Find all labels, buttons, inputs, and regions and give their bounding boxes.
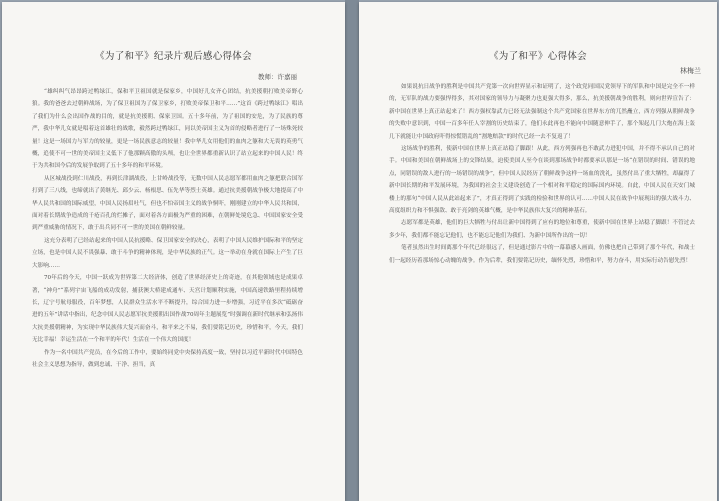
- right-paragraph-1: 如果说抗日战争的胜利是中国共产党第一次向世界显示和证明了，这个政党同国民党领导下的军队和中国是完全不一样的，无军队的战力要强悍得多，其对国家的领导力与凝聚力也更强大得多，那么，抗美援朝战争的胜利，则向世界宣告了：新中国在世界上真正站起来了！西方强权靠武力已经无法强制这个共产党国家在世界东方的兀然矗立，西方列强从朝鲜战争的失败中意识到，中国一百多年任人宰割的历史结束了，他们永此再也不能向中国随意伸手了，那个架起几门大炮在海上轰几下就能让中国政府吓得惊慌错乱的“割地赔款”的时代已经一去不复返了！: [389, 84, 695, 140]
- left-paragraph-2: 从区城战役到仁川战役，再到长津湖战役，上甘岭战役等，无数中国人民志愿军都用血肉之躯把联合国军打到了三八线，也缔就出了黄继光、邱少云、杨根思、伍先华等烈士英雄。通过抗美援朝战争极大地提高了中华人民共和国的国际威望，中国人民扬眉吐气，但也不怕帝国主义的战争恫吓，刚刚建立的中华人民共和国，面对着长期战争造成的千疮百孔的烂摊子，面对着各方面极为严重的困难，在朝鲜处境危急、中国国家安全受到严重威胁的情况下，敢于出兵同不可一世的美国在朝鲜较量。: [32, 175, 303, 232]
- sheet-gap: [345, 0, 359, 501]
- left-paragraph-5: 作为一名中国共产党员，在今后的工作中，要始终同党中央保持高度一致，坚持以习近平新时代中国特色社会主义思想为指导，做到忠诚、干净、担当，真: [32, 349, 303, 368]
- right-paper-sheet: [359, 2, 717, 501]
- right-paragraph-3: 志愿军都是英雄，他们的巨大牺牲与付出让新中国得到了应有的地位和尊重，使新中国在世界上站稳了脚跟！不管过去多少年，我们都不能忘记他们，也不能忘记他们为我们、为新中国所作出的一切！: [389, 220, 695, 239]
- right-paragraph-2: 这场战争的胜利，使新中国在世界上真正站稳了脚跟！从此，西方列强再也不敢武力进犯中国，并不得不承认自己的对手。中国和美国在朝鲜战场上的交锋结果，迫使美国人至今在谈到那场战争时都要承认那是一场“在错误的时间、错误的地点，同错误的敌人进行的一场错误的战争”，但中国人民经历了朝鲜战争这样一场血的洗礼，虽然付出了重大牺牲，却赢得了新中国长期的和平发展环境，为我国的社会主义建设创造了一个相对和平稳定的国际国内环境。自此，中国人民在天安门城楼上的那句“中国人民从此站起来了”，才真正得到了实践的检验和世界的认可……中国人民在战争中展现出的强大战斗力、高度组织力和不惧强敌、敢于亮剑的英雄气概，是中华民族伟大复兴的精神基石。: [389, 146, 695, 215]
- left-paragraph-4: 70年后的今天，中国一跃成为世界第二大经济体，创造了世界经济史上的奇迹，在其他领域也是成果卓著，“神舟”“系列宇宙飞船的成功发射，捕获澳大桥建成通车、天宫计划顺利实施，中国高速铁路里程持续增长，辽宁号航母服役，百年梦想，人民群众生活水平不断提升，综合国力进一步增强，习近平在多次“砥砺奋进的五年”讲话中指出，纪念中国人民志愿军抗美援朝出国作战70周年主题展览”时强调在新时代继承和弘扬伟大抗美援朝精神，为实现中华民族伟大复兴而奋斗，和平来之不易，我们要铭记历史，珍惜和平，今天，我们无比幸福！幸运生活在一个和平的年代！生活在一个伟大的国度！: [32, 275, 303, 344]
- left-paper-sheet: [2, 2, 345, 501]
- left-paragraph-1: “雄纠纠气昂昂跨过鸭绿江，保和平卫祖国就是保家乡，中国好儿女齐心团结，抗美援朝打败美帝野心狼。我的爸爸去过朝鲜战场，为了保卫祖国为了保卫家乡，打败美帝保卫和平……”这首《跨过鸭绿江》唱出了我们为什么会出国作战的目的，就是抗美援朝、保家卫国。五十多年前，为了祖国的安危，为了民族的尊严，我中华儿女就是唱着这首雄壮的战歌，毅然跨过鸭绿江，同以美帝国主义为首的侵略者进行了一场殊死较量！这是一场国力与军力的较量，更是一场民族意志的较量！我中华儿女用他们的血肉之躯和大无畏的英勇气概，追使不可一世的美帝国主义低下了他那颗高傲的头颅，也让全世界都重新认识了站立起来的中国人民！终于为共和国今后的发展争取到了五十多年的和平环境。: [32, 89, 303, 170]
- left-doc-title: 《为了和平》纪录片观后感心得体会: [95, 51, 252, 62]
- left-doc-body: [2, 84, 345, 371]
- right-doc-body: [359, 79, 717, 267]
- right-doc-title: 《为了和平》心得体会: [488, 51, 587, 62]
- right-doc-author: 林梅兰: [680, 67, 701, 75]
- right-paragraph-4: 笔者虽然出生时间离那个年代已经很远了，但是通过影片中的一幕幕感人画面，仿佛也把自己带到了那个年代，和战士们一起经历着那场惊心动魄的战争。作为后辈，我们要铭记历史，缅怀先烈，珍惜和平，努力奋斗，用实际行动告慰先烈！: [389, 245, 695, 264]
- left-paragraph-3: 这充分表明了已经站起来的中国人民抗援略、保卫国家安全的决心，表明了中国人民维护国际和平的坚定立场，也是中国人民不畏强暴、敢于斗争的精神体现，是中华民族的正气。这一举动在身就在国际上产生了巨大影响……: [32, 237, 303, 269]
- left-doc-author: 教师：许嘉丽: [258, 73, 297, 81]
